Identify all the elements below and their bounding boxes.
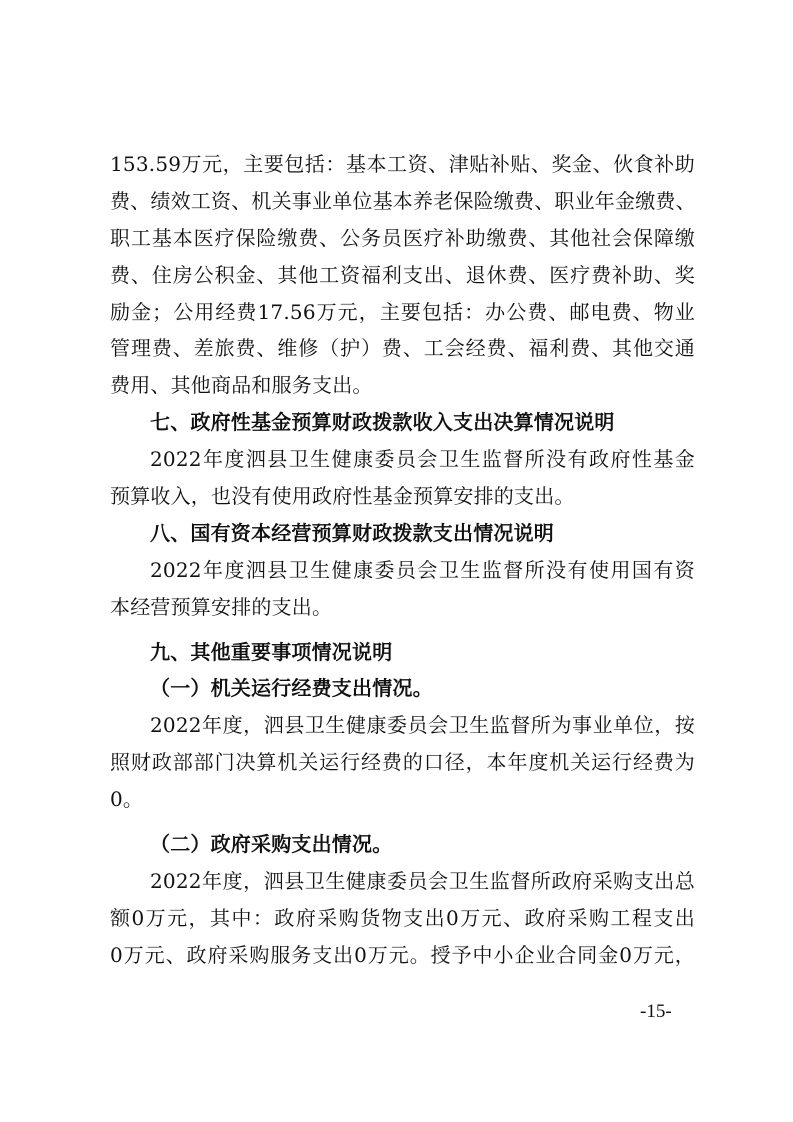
section-other-matters bbox=[110, 634, 695, 974]
text-line: 职工基本医疗保险缴费、公务员医疗补助缴费、其他社会保障缴 bbox=[110, 225, 695, 250]
subsection-heading: （一）机关运行经费支出情况。 bbox=[150, 676, 433, 701]
text-line: 153.59万元，主要包括：基本工资、津贴补贴、奖金、伙食补助 bbox=[110, 152, 695, 176]
text-line: 0万元、政府采购服务支出0万元。授予中小企业合同金0万元， bbox=[110, 942, 695, 967]
text-line: 预算收入，也没有使用政府性基金预算安排的支出。 bbox=[110, 484, 575, 509]
text-line: 2022年度泗县卫生健康委员会卫生监督所没有使用国有资 bbox=[150, 557, 695, 582]
text-line: 费、住房公积金、其他工资福利支出、退休费、医疗费补助、奖 bbox=[110, 262, 695, 287]
text-line: 额0万元，其中：政府采购货物支出0万元、政府采购工程支出 bbox=[110, 905, 695, 930]
subsection-procurement bbox=[110, 826, 695, 974]
subsection-heading: （二）政府采购支出情况。 bbox=[150, 832, 393, 857]
text-line: 2022年度泗县卫生健康委员会卫生监督所没有政府性基金 bbox=[150, 447, 695, 472]
page-number: -15- bbox=[640, 1001, 672, 1022]
text-line: 费用、其他商品和服务支出。 bbox=[110, 373, 373, 398]
section-heading: 八、国有资本经营预算财政拨款支出情况说明 bbox=[150, 520, 554, 545]
spacer bbox=[110, 818, 695, 826]
text-line: 照财政部部门决算机关运行经费的口径，本年度机关运行经费为 bbox=[110, 750, 695, 775]
subsection-operating-expenses bbox=[110, 670, 695, 818]
text-line: 2022年度，泗县卫生健康委员会卫生监督所政府采购支出总 bbox=[150, 868, 695, 893]
text-line: 励金；公用经费17.56万元，主要包括：办公费、邮电费、物业 bbox=[110, 299, 695, 324]
section-heading: 九、其他重要事项情况说明 bbox=[150, 639, 393, 664]
text-line: 2022年度，泗县卫生健康委员会卫生监督所为事业单位，按 bbox=[150, 713, 695, 738]
text-line: 0。 bbox=[110, 787, 144, 812]
section-heading: 七、政府性基金预算财政拨款收入支出决算情况说明 bbox=[150, 410, 615, 435]
section-state-capital bbox=[110, 515, 695, 626]
paragraph-basic-expenditure bbox=[110, 146, 695, 404]
page-content bbox=[110, 146, 695, 974]
text-line: 本经营预算安排的支出。 bbox=[110, 594, 333, 619]
text-line: 费、绩效工资、机关事业单位基本养老保险缴费、职业年金缴费、 bbox=[110, 188, 696, 213]
text-line: 管理费、差旅费、维修（护）费、工会经费、福利费、其他交通 bbox=[110, 336, 695, 361]
spacer bbox=[110, 626, 695, 634]
section-government-fund bbox=[110, 404, 695, 515]
